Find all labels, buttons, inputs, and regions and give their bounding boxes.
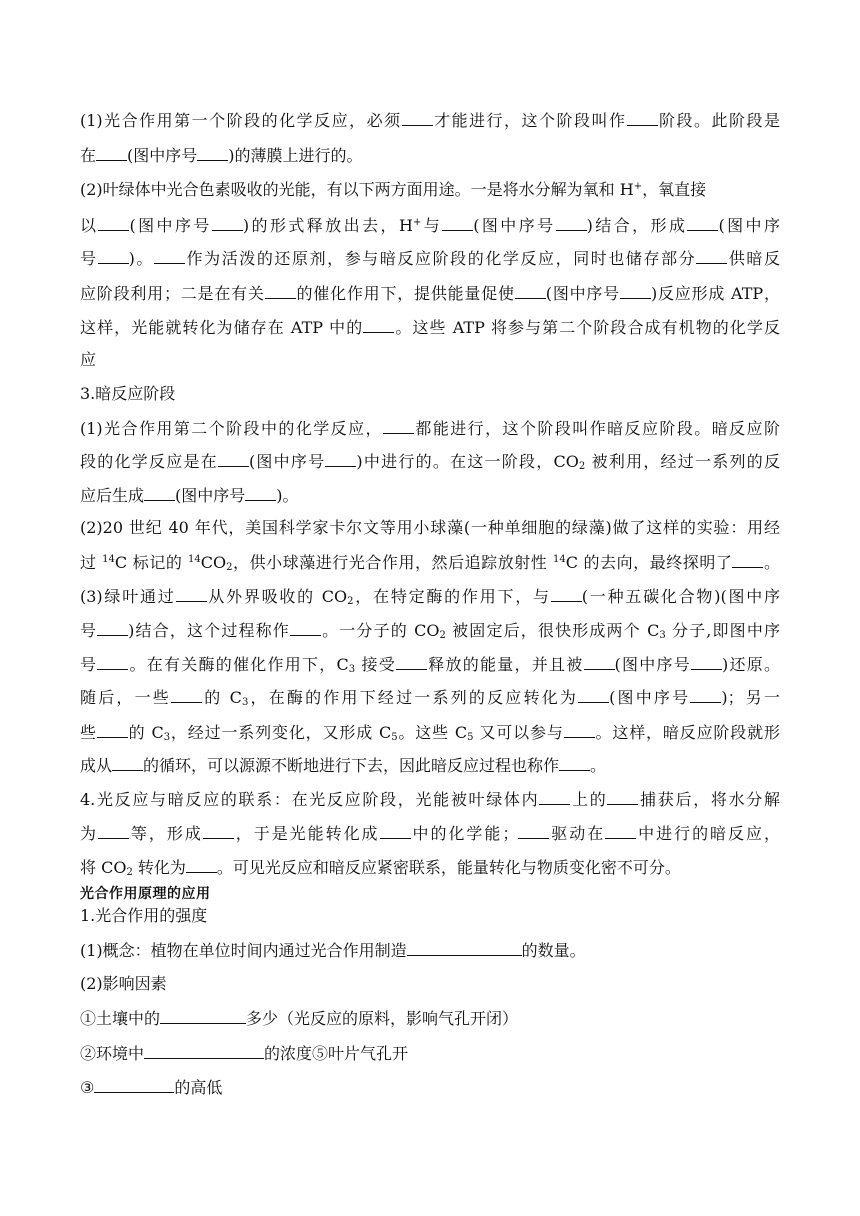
- answer-blank[interactable]: [518, 823, 549, 839]
- dark-reaction-q2-line1: (2)20 世纪 40 年代，美国科学家卡尔文等用小球藻(一种单细胞的绿藻)做了这样的实验：用经: [80, 518, 780, 537]
- answer-blank[interactable]: [383, 418, 414, 434]
- light-reaction-q2-line1: (2)叶绿体中光合色素吸收的光能，有以下两方面用途。一是将水分解为氧和 H+，氧直接: [80, 180, 707, 199]
- dark-reaction-q2-line2: 过 $^{14}$C 标记的 $^{14}CO_2$，供小球藻进行光合作用，然后追踪放射性 $^{14}$C 的去向，最终探明了 。: [80, 553, 780, 573]
- answer-blank[interactable]: [203, 823, 234, 839]
- answer-blank[interactable]: [144, 485, 175, 501]
- answer-blank[interactable]: [564, 722, 595, 738]
- factors-title: (2)影响因素: [80, 974, 167, 993]
- answer-blank[interactable]: [245, 485, 276, 501]
- dark-reaction-q3-line1: (3)绿叶通过 从外界吸收的 $CO_2$，在特定酶的作用下，与 (一种五碳化合物)(图中序: [80, 587, 781, 607]
- answer-blank[interactable]: [690, 687, 721, 703]
- answer-blank[interactable]: [407, 940, 522, 956]
- answer-blank[interactable]: [98, 823, 129, 839]
- answer-blank[interactable]: [363, 317, 394, 333]
- answer-blank[interactable]: [197, 145, 228, 161]
- dark-reaction-q1-line2: 段的化学反应是在 (图中序号 )中进行的。在这一阶段，$CO_2$ 被利用，经过一系列的反: [80, 452, 780, 472]
- answer-blank[interactable]: [691, 654, 722, 670]
- answer-blank[interactable]: [380, 823, 411, 839]
- answer-blank[interactable]: [556, 215, 587, 231]
- answer-blank[interactable]: [154, 248, 185, 264]
- answer-blank[interactable]: [112, 755, 143, 771]
- answer-blank[interactable]: [607, 789, 638, 805]
- answer-blank[interactable]: [551, 586, 582, 602]
- section-title-dark-reaction: 3.暗反应阶段: [80, 384, 176, 403]
- answer-blank[interactable]: [732, 552, 763, 568]
- section-heading-application: 光合作用原理的应用: [80, 886, 211, 902]
- answer-blank[interactable]: [605, 823, 636, 839]
- light-reaction-q1-line2: 在 (图中序号 )的薄膜上进行的。: [80, 146, 363, 165]
- answer-blank[interactable]: [265, 283, 296, 299]
- light-reaction-q1-line1: (1)光合作用第一个阶段的化学反应，必须 才能进行，这个阶段叫作 阶段。此阶段是: [80, 111, 780, 130]
- light-reaction-q2-line3: 号 )。 作为活泼的还原剂，参与暗反应阶段的化学反应，同时也储存部分 供暗反: [80, 249, 780, 268]
- dark-reaction-q1-line1: (1)光合作用第二个阶段中的化学反应， 都能进行，这个阶段叫作暗反应阶段。暗反应阶: [80, 419, 780, 438]
- answer-blank[interactable]: [627, 110, 658, 126]
- answer-blank[interactable]: [97, 722, 128, 738]
- answer-blank[interactable]: [559, 755, 590, 771]
- answer-blank[interactable]: [96, 145, 127, 161]
- answer-blank[interactable]: [620, 283, 651, 299]
- dark-reaction-q1-line3: 应后生成 (图中序号 )。: [80, 486, 299, 505]
- answer-blank[interactable]: [94, 1077, 174, 1093]
- answer-blank[interactable]: [584, 654, 615, 670]
- subsection-title-intensity: 1.光合作用的强度: [80, 906, 208, 925]
- light-reaction-q2-line4: 应阶段利用；二是在有关 的催化作用下，提供能量促使 (图中序号 )反应形成 ATP，: [80, 284, 780, 303]
- relation-line2: 为 等，形成 ，于是光能转化成 中的化学能； 驱动在 中进行的暗反应，: [80, 824, 780, 843]
- dark-reaction-q3-line3: 号 。在有关酶的催化作用下，$C_3$ 接受 释放的能量，并且被 (图中序号 )还原。: [80, 655, 780, 675]
- answer-blank[interactable]: [97, 654, 128, 670]
- answer-blank[interactable]: [98, 215, 129, 231]
- answer-blank[interactable]: [97, 620, 128, 636]
- answer-blank[interactable]: [687, 215, 718, 231]
- relation-line3: 将 $CO_2$ 转化为 。可见光反应和暗反应紧密联系，能量转化与物质变化密不可分。: [80, 858, 681, 878]
- answer-blank[interactable]: [402, 110, 433, 126]
- dark-reaction-q3-line6: 成从 的循环，可以源源不断地进行下去，因此暗反应过程也称作 。: [80, 756, 607, 775]
- answer-blank[interactable]: [212, 215, 243, 231]
- answer-blank[interactable]: [186, 857, 217, 873]
- factor-soil: ①土壤中的 多少（光反应的原料，影响气孔开闭）: [80, 1009, 519, 1028]
- answer-blank[interactable]: [290, 620, 321, 636]
- answer-blank[interactable]: [160, 1008, 246, 1024]
- answer-blank[interactable]: [176, 586, 207, 602]
- light-reaction-q2-line2: 以 (图中序号 )的形式释放出去，H+与 (图中序号 )结合，形成 (图中序: [80, 216, 780, 235]
- answer-blank[interactable]: [171, 687, 202, 703]
- answer-blank[interactable]: [442, 215, 473, 231]
- answer-blank[interactable]: [515, 283, 546, 299]
- relation-line1: 4.光反应与暗反应的联系：在光反应阶段，光能被叶绿体内 上的 捕获后，将水分解: [80, 790, 780, 809]
- answer-blank[interactable]: [539, 789, 570, 805]
- answer-blank[interactable]: [696, 248, 727, 264]
- answer-blank[interactable]: [396, 654, 427, 670]
- answer-blank[interactable]: [218, 451, 249, 467]
- answer-blank[interactable]: [144, 1043, 264, 1059]
- answer-blank[interactable]: [98, 248, 129, 264]
- answer-blank[interactable]: [325, 451, 356, 467]
- dark-reaction-q3-line4: 随后，一些 的 $C_3$，在酶的作用下经过一系列的反应转化为 (图中序号 )；另一: [80, 688, 780, 708]
- dark-reaction-q3-line2: 号 )结合，这个过程称作 。一分子的 $CO_2$ 被固定后，很快形成两个 $C_3$ 分子,即图中序: [80, 621, 780, 641]
- dark-reaction-q3-line5: 些 的 $C_3$，经过一系列变化，又形成 $C_5$。这些 $C_5$ 又可以参与 。这样，暗反应阶段就形: [80, 723, 780, 743]
- light-reaction-q2-line6: 应: [80, 350, 97, 369]
- intensity-concept: (1)概念：植物在单位时间内通过光合作用制造 的数量。: [80, 941, 586, 960]
- answer-blank[interactable]: [578, 687, 609, 703]
- factor-environment: ②环境中 的浓度⑤叶片气孔开: [80, 1044, 409, 1063]
- factor-third: ③ 的高低: [80, 1078, 223, 1097]
- light-reaction-q2-line5: 这样，光能就转化为储存在 ATP 中的 。这些 ATP 将参与第二个阶段合成有机物的化学反: [80, 318, 780, 337]
